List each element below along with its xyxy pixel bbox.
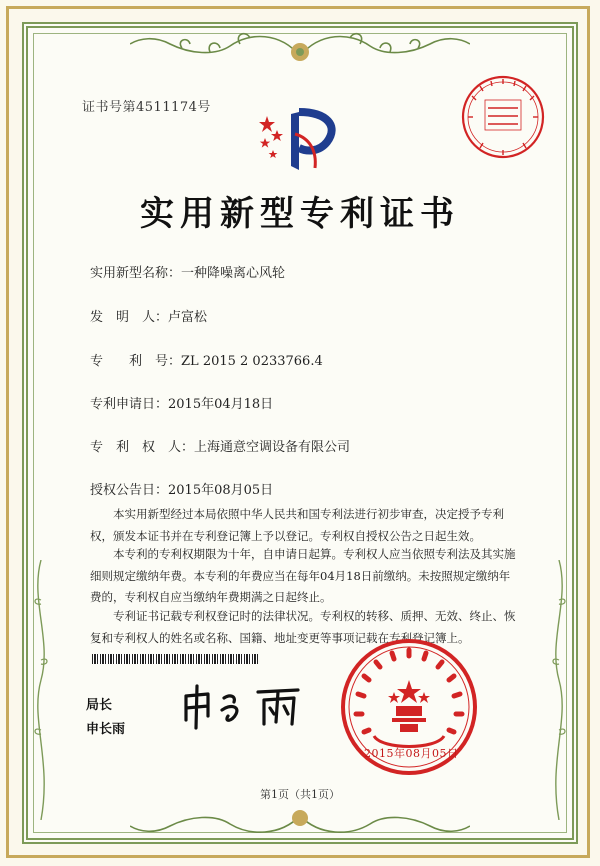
director-name: 申长雨: [86, 722, 126, 737]
director-title: 局长: [86, 698, 113, 713]
left-side-ornament-icon: [28, 560, 54, 820]
paragraph-term: 本专利的专利权期限为十年，自申请日起算。专利权人应当依照专利法及其实施细则规定缴纳年费。本专利的年费应当在每年04月18日前缴纳。未按照规定缴纳年费的，专利权自应当缴纳年费期满之日起终止。: [90, 547, 516, 604]
barcode: [92, 654, 258, 664]
patent-office-logo-icon: [255, 104, 345, 174]
page-number: 第1页（共1页）: [260, 788, 340, 801]
field-value: 2015年08月05日: [168, 483, 274, 498]
certificate-number: 证书号第4511174号: [82, 100, 211, 115]
field-patentee: [90, 436, 350, 455]
field-label: 发 明 人：: [90, 310, 169, 325]
certificate-title: 实用新型专利证书: [140, 194, 460, 234]
field-label: 专利申请日：: [90, 397, 169, 412]
national-emblem-icon: [388, 680, 430, 732]
field-label: 授权公告日：: [90, 483, 169, 498]
field-label: 专 利 权 人：: [90, 440, 195, 455]
right-side-ornament-icon: [546, 560, 572, 820]
tax-stamp: [458, 72, 548, 162]
field-label: 专 利 号：: [90, 354, 182, 369]
field-utility-model-name: [90, 262, 285, 281]
paragraph-register: 专利证书记载专利权登记时的法律状况。专利权的转移、质押、无效、终止、恢复和专利权人的姓名或名称、国籍、地址变更等事项记载在专利登记簿上。: [90, 609, 516, 645]
field-value: 2015年04月18日: [168, 397, 274, 412]
field-value: 卢富松: [168, 310, 208, 325]
field-value: 一种降噪离心风轮: [181, 266, 286, 281]
top-ornament-icon: [130, 26, 470, 70]
bottom-ornament-icon: [130, 806, 470, 842]
paragraph-grant: 本实用新型经过本局依照中华人民共和国专利法进行初步审查，决定授予专利权，颁发本证书并在专利登记簿上予以登记。专利权自授权公告之日起生效。: [90, 507, 504, 543]
field-patent-number: [90, 350, 323, 369]
seal-date: 2015年08月05日: [364, 747, 459, 760]
field-publication-date: [90, 479, 273, 498]
field-value: 上海通意空调设备有限公司: [194, 440, 351, 455]
field-value: ZL 2015 2 0233766.4: [181, 354, 323, 369]
field-inventor: [90, 306, 207, 325]
field-application-date: [90, 393, 273, 412]
field-label: 实用新型名称：: [90, 266, 182, 281]
signature: [178, 682, 318, 732]
